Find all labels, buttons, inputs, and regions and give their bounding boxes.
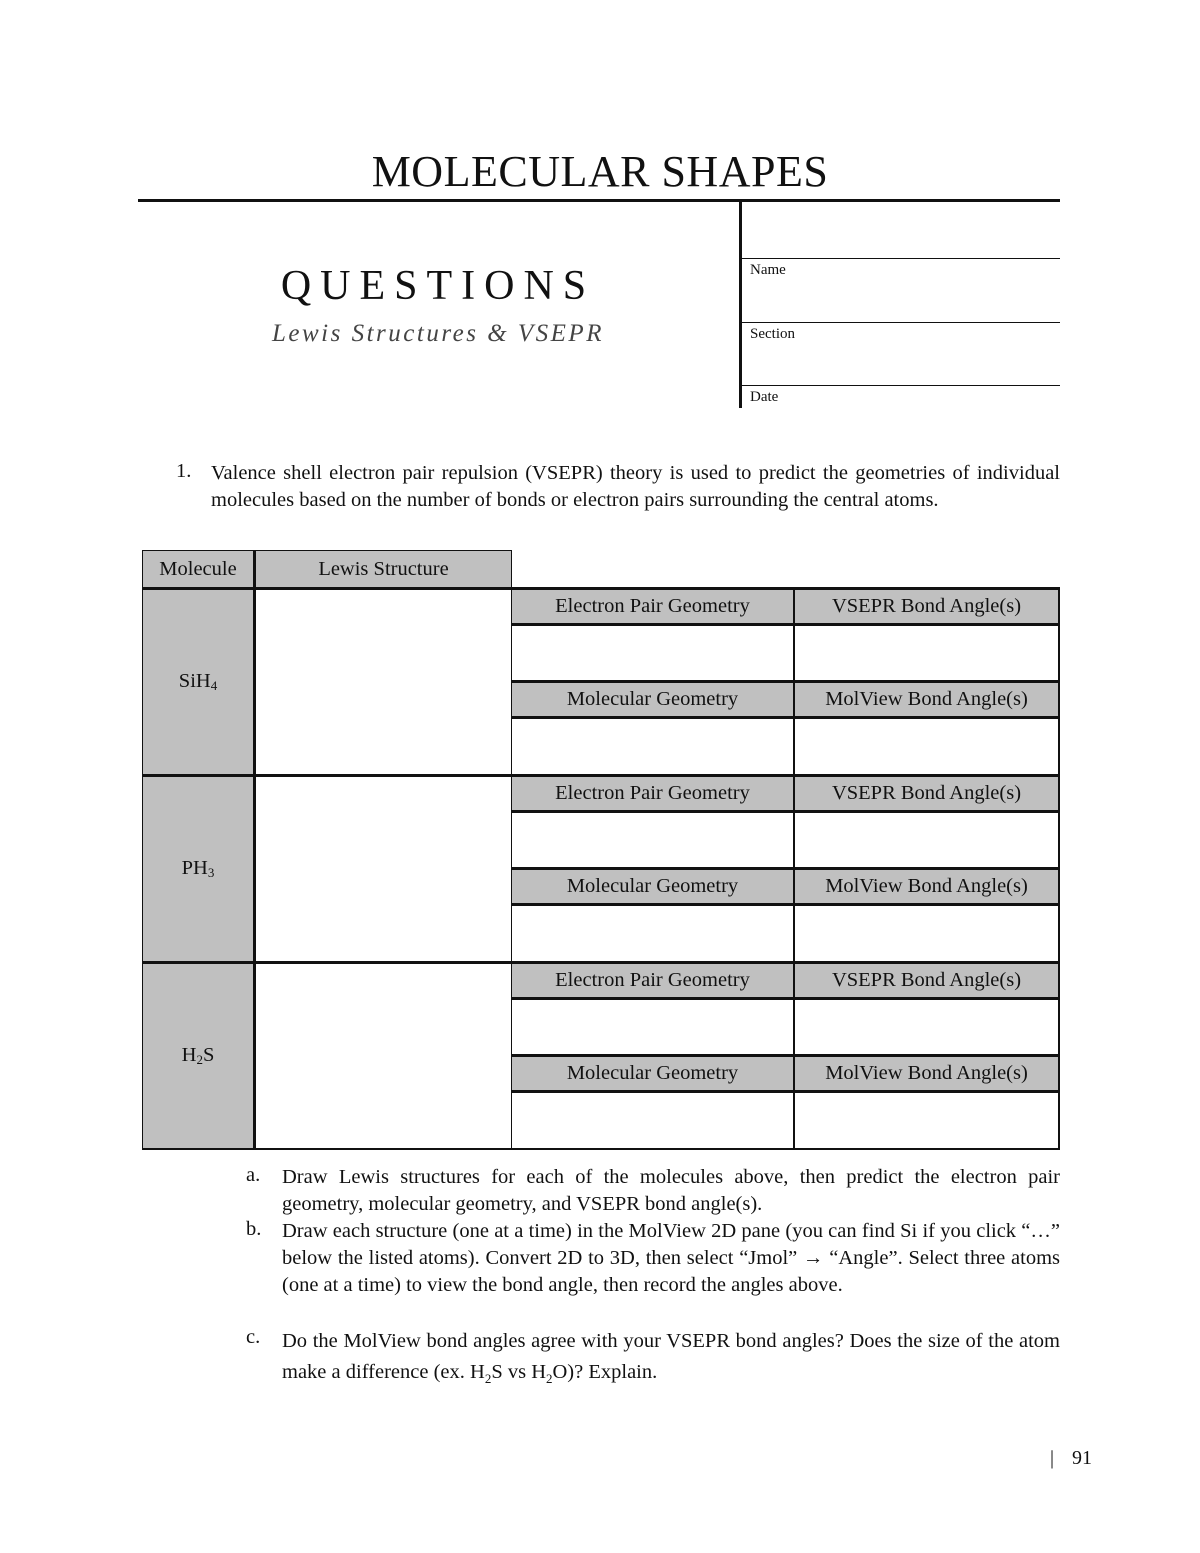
lewis-structure-answer-ph3[interactable] xyxy=(256,777,511,961)
molecular-geometry-header: Molecular Geometry xyxy=(566,688,739,710)
vsepr-bond-angle-answer-sih4[interactable] xyxy=(795,626,1058,680)
name-label: Name xyxy=(750,262,786,278)
electron-pair-geometry-answer-h2s[interactable] xyxy=(512,1000,793,1054)
molview-bond-angle-answer-ph3[interactable] xyxy=(795,906,1058,961)
subquestion-a-text: Draw Lewis structures for each of the molecules above, then predict the electron pair geometry, molecular geometry, and VSEPR bond angle(s). xyxy=(282,1166,1060,1215)
lewis-structure-answer-sih4[interactable] xyxy=(256,590,511,774)
subquestion-b-text: Draw each structure (one at a time) in the MolView 2D pane (you can find Si if you click “…” below the listed atoms). Convert 2D to 3D, then select “Jmol” → “Angle”. Select three atoms (one at a time) to view the bond angle, then record the angles above. xyxy=(282,1220,1060,1296)
molecule-column-header: Molecule xyxy=(159,557,237,580)
section-subtitle: Lewis Structures & VSEPR xyxy=(272,320,604,347)
subquestion-c-letter: c. xyxy=(246,1326,261,1348)
electron-pair-geometry-header: Electron Pair Geometry xyxy=(555,595,750,617)
molview-bond-angle-answer-h2s[interactable] xyxy=(795,1093,1058,1148)
subquestion-c-text: Do the MolView bond angles agree with your VSEPR bond angles? Does the size of the atom make a difference (ex. $H_2S$ vs $H_2O$)? Explain. xyxy=(282,1330,1060,1387)
molecular-geometry-answer-ph3[interactable] xyxy=(512,906,793,961)
fields-divider xyxy=(739,202,742,408)
electron-pair-geometry-answer-sih4[interactable] xyxy=(512,626,793,680)
molecular-geometry-header: Molecular Geometry xyxy=(566,1062,739,1084)
page-number-separator: | xyxy=(1050,1447,1055,1469)
subquestion-a-letter: a. xyxy=(246,1164,261,1186)
molecule-label-sih4: SiH$_4$ xyxy=(178,670,218,693)
vsepr-bond-angle-header: VSEPR Bond Angle(s) xyxy=(831,969,1022,991)
electron-pair-geometry-header: Electron Pair Geometry xyxy=(555,969,750,991)
molview-bond-angle-header: MolView Bond Angle(s) xyxy=(825,688,1028,710)
section-label: Section xyxy=(750,326,795,342)
table-line xyxy=(142,1148,1060,1150)
section-field-line[interactable] xyxy=(742,322,1060,323)
molecule-label-h2s: $H_2S$ xyxy=(181,1044,215,1067)
question-text: Valence shell electron pair repulsion (VSEPR) theory is used to predict the geometries of individual molecules based on the number of bonds or electron pairs surrounding the central atoms. xyxy=(211,462,1060,511)
date-field-line[interactable] xyxy=(742,385,1060,386)
name-field-line[interactable] xyxy=(742,258,1060,259)
page-title: MOLECULAR SHAPES xyxy=(371,147,829,196)
vsepr-bond-angle-header: VSEPR Bond Angle(s) xyxy=(831,782,1022,804)
vsepr-bond-angle-answer-h2s[interactable] xyxy=(795,1000,1058,1054)
subquestion-b-letter: b. xyxy=(246,1218,262,1240)
molecular-geometry-answer-h2s[interactable] xyxy=(512,1093,793,1148)
question-number: 1. xyxy=(176,460,192,482)
molecular-geometry-answer-sih4[interactable] xyxy=(512,719,793,774)
molecular-geometry-header: Molecular Geometry xyxy=(566,875,739,897)
page-number: | 91 xyxy=(1050,1447,1093,1469)
electron-pair-geometry-answer-ph3[interactable] xyxy=(512,813,793,867)
vsepr-bond-angle-header: VSEPR Bond Angle(s) xyxy=(831,595,1022,617)
vsepr-bond-angle-answer-ph3[interactable] xyxy=(795,813,1058,867)
molview-bond-angle-header: MolView Bond Angle(s) xyxy=(825,875,1028,897)
lewis-column-header: Lewis Structure xyxy=(318,557,449,580)
lewis-structure-answer-h2s[interactable] xyxy=(256,964,511,1148)
electron-pair-geometry-header: Electron Pair Geometry xyxy=(555,782,750,804)
title-rule xyxy=(138,199,1060,202)
date-label: Date xyxy=(750,389,779,405)
molecule-label-ph3: $PH_3$ xyxy=(181,857,215,880)
molview-bond-angle-answer-sih4[interactable] xyxy=(795,719,1058,774)
molview-bond-angle-header: MolView Bond Angle(s) xyxy=(825,1062,1028,1084)
section-heading: QUESTIONS xyxy=(280,263,596,309)
